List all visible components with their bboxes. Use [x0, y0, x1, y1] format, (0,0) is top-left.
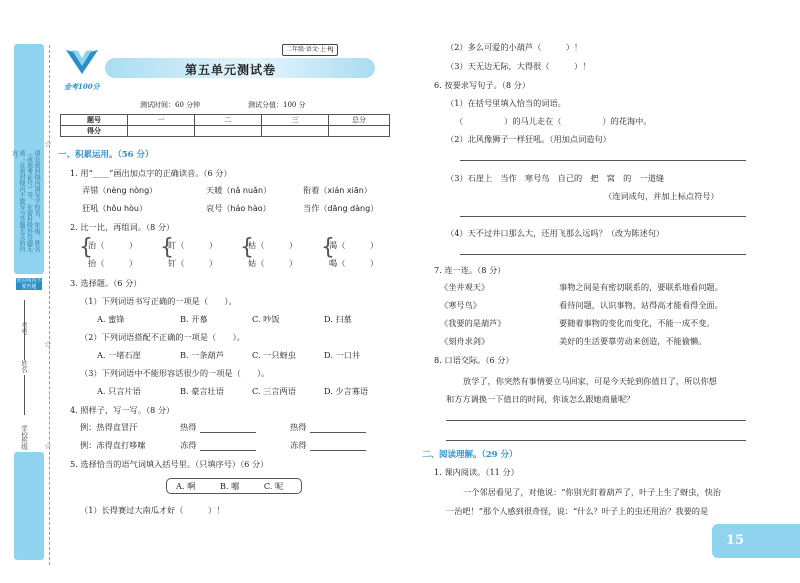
score-cell[interactable] [195, 126, 262, 137]
field-line [24, 375, 25, 415]
seal-label: 密封线内不要答题 [16, 278, 42, 290]
q7-right-item[interactable]: 看待问题，认识事物，站得高才能看得全面。 [559, 300, 723, 310]
q6-sub: （2）北风像狮子一样狂吼。（用加点词造句） [446, 134, 611, 144]
q2-cell[interactable]: 钉（ ） [168, 258, 218, 268]
star-icon: ☆ [44, 442, 53, 452]
brace-icon: { [240, 235, 254, 260]
q1-item: 狂吼（hǒu hòu） [82, 203, 148, 213]
q4-blank[interactable] [310, 450, 366, 451]
q4-prompt: 热得 [180, 422, 197, 432]
field-label-name: 姓名 [20, 360, 28, 373]
score-header: 三 [262, 115, 329, 126]
question-7: 7. 连一连。（8 分） [434, 265, 506, 275]
question-1: 1. 用“____”画出加点字的正确读音。（6 分） [70, 168, 232, 178]
grade-tag: 二年级·语文·上·RJ [282, 44, 338, 56]
score-row-label: 得分 [61, 126, 128, 137]
q7-right-item[interactable]: 事物之间是有密切联系的，要联系地看问题。 [559, 282, 723, 292]
question-2: 2. 比一比，再组词。（8 分） [70, 222, 175, 232]
answer-line[interactable] [446, 440, 746, 441]
answer-line[interactable] [460, 216, 746, 217]
score-cell[interactable] [128, 126, 195, 137]
q2-cell[interactable]: 盯（ ） [168, 240, 218, 250]
q3-option[interactable]: A. 蜜锋 [97, 314, 125, 324]
q4-blank[interactable] [200, 432, 256, 433]
q7-right-item[interactable]: 要随着事物的变化而变化，不能一成不变。 [559, 318, 715, 328]
score-header: 一 [128, 115, 195, 126]
q3-option[interactable]: B. 一条葫芦 [180, 350, 224, 360]
logo-icon [62, 48, 104, 84]
q7-left-item[interactable]: 《寒号鸟》 [440, 300, 481, 310]
star-icon: ☆ [44, 140, 53, 150]
reading-1: 1. 课内阅读。（11 分） [434, 467, 519, 477]
q5-item[interactable]: （3）天无边无际，大得很（ ）！ [446, 61, 591, 71]
star-icon: ☆ [44, 340, 53, 350]
q3-option[interactable]: D. 扫墓 [324, 314, 352, 324]
sidebar-instructions: 请在密封线内填写学校名、年级、姓名（或准考证号）等，在密封线外答题无效；在密封线内不能写与答题无关的内容。 [10, 150, 40, 252]
q3-stem: （3）下列词语中不能形容话很少的一项是（ ）。 [80, 368, 270, 378]
q7-left-item[interactable]: 《我要的是葫芦》 [440, 318, 506, 328]
page-title: 第五单元测试卷 [185, 63, 277, 77]
q1-item: 弄错（nèng nòng） [82, 185, 158, 195]
answer-line[interactable] [460, 160, 746, 161]
q2-cell[interactable]: 枯（ ） [248, 240, 298, 250]
page-number: 15 [712, 524, 800, 558]
q7-left-item[interactable]: 《坐井观天》 [440, 282, 490, 292]
field-label-id: 考号 [20, 322, 28, 335]
answer-line[interactable] [446, 420, 746, 421]
q3-stem: （1）下列词语书写正确的一项是（ ）。 [80, 296, 237, 306]
q3-stem: （2）下列词语搭配不正确的一项是（ ）。 [80, 332, 245, 342]
score-header: 总分 [329, 115, 390, 126]
section-heading: 二、阅读理解。（29 分） [422, 450, 518, 460]
question-4: 4. 照样子，写一写。（8 分） [70, 405, 175, 415]
q7-right-item[interactable]: 美好的生活要靠劳动来创造，不能偷懒。 [559, 336, 707, 346]
logo-text: 金考100分 [64, 82, 100, 91]
q3-option[interactable]: C. 三言两语 [252, 386, 296, 396]
q5-item[interactable]: （2）多么可爱的小葫芦（ ）！ [446, 42, 583, 52]
q4-prompt: 冻得 [180, 440, 197, 450]
score-label: 测试分值：100 分 [248, 101, 306, 109]
q6-sub: （1）在括号里填入恰当的词语。 [446, 98, 566, 108]
question-5: 5. 选择恰当的语气词填入括号里。（只填序号）（6 分） [70, 459, 269, 469]
question-3: 3. 选择题。（6 分） [70, 278, 142, 288]
q5-options: A. 啊 B. 哪 C. 呢 [176, 481, 284, 491]
question-6: 6. 按要求写句子。（8 分） [434, 80, 531, 90]
q3-option[interactable]: B. 开慕 [180, 314, 208, 324]
q4-blank[interactable] [310, 432, 366, 433]
answer-line[interactable] [460, 254, 746, 255]
q2-cell[interactable]: 治（ ） [88, 240, 138, 250]
q1-item: 当作（dāng dàng） [303, 203, 379, 213]
q3-option[interactable]: C. 吵饭 [252, 314, 280, 324]
field-label-class: 班级 [20, 437, 28, 450]
q2-cell[interactable]: 姑（ ） [248, 258, 298, 268]
score-cell[interactable] [262, 126, 329, 137]
section-heading: 一、积累运用。（56 分） [58, 150, 154, 160]
q3-option[interactable]: A. 一堵石崖 [97, 350, 141, 360]
question-8: 8. 口语交际。（6 分） [434, 355, 514, 365]
q6-sub: （3）石崖上 当作 寒号鸟 自己的 把 窝 的 一道缝 [446, 173, 665, 183]
q7-left-item[interactable]: 《刻舟求剑》 [440, 336, 490, 346]
q8-text: 和方方调换一下值日的时间，你该怎么跟她商量呢？ [446, 394, 635, 404]
q4-prompt: 热得 [290, 422, 307, 432]
reading-text: 一治吧！”那个人感到很奇怪，说：“什么？叶子上的虫还用治？我要的是 [446, 506, 709, 516]
score-header: 题号 [61, 115, 128, 126]
q3-option[interactable]: B. 豪言壮语 [180, 386, 224, 396]
reading-text: 一个邻居看见了，对他说：“你别光盯着葫芦了，叶子上生了蚜虫，快治 [463, 487, 721, 497]
sidebar-strip-bottom [14, 452, 44, 560]
brace-icon: { [79, 235, 93, 260]
q4-prompt: 冻得 [290, 440, 307, 450]
q3-option[interactable]: A. 只言片语 [97, 386, 141, 396]
field-line [24, 300, 25, 360]
score-table [60, 114, 390, 137]
time-label: 测试时间：60 分钟 [140, 101, 201, 109]
q4-example: 例：冻得直打哆嗦 [80, 440, 146, 450]
q4-blank[interactable] [200, 450, 256, 451]
q1-item: 天暖（nǎ nuǎn） [206, 185, 272, 195]
score-cell[interactable] [329, 126, 390, 137]
q5-item[interactable]: （1）长得赛过大南瓜才好（ ）！ [80, 505, 225, 515]
score-header: 二 [195, 115, 262, 126]
seal-line [49, 45, 50, 565]
field-label-school: 学校 [20, 425, 28, 438]
q2-cell[interactable]: 喝（ ） [329, 258, 379, 268]
q1-item: 哀号（háo hào） [206, 203, 271, 213]
q2-cell[interactable]: 渴（ ） [329, 240, 379, 250]
q6-note: （连词成句，并加上标点符号） [604, 191, 719, 201]
brace-icon: { [321, 235, 335, 260]
q8-text: 放学了，你突然有事情要立马回家，可是今天轮到你值日了，所以你想 [463, 376, 717, 386]
q6-sub: （4）天不过井口那么大，还用飞那么远吗？（改为陈述句） [446, 228, 665, 238]
q1-item: 衔着（xián xiān） [303, 185, 372, 195]
q3-option[interactable]: D. 少言寡语 [324, 386, 369, 396]
q3-option[interactable]: D. 一口井 [324, 350, 361, 360]
q3-option[interactable]: C. 一只蚜虫 [252, 350, 296, 360]
q6-fill[interactable]: （ ）的马儿走在（ ）的花海中。 [455, 116, 652, 126]
q2-cell[interactable]: 抬（ ） [88, 258, 138, 268]
q4-example: 例：热得直冒汗 [80, 422, 138, 432]
brace-icon: { [160, 235, 174, 260]
